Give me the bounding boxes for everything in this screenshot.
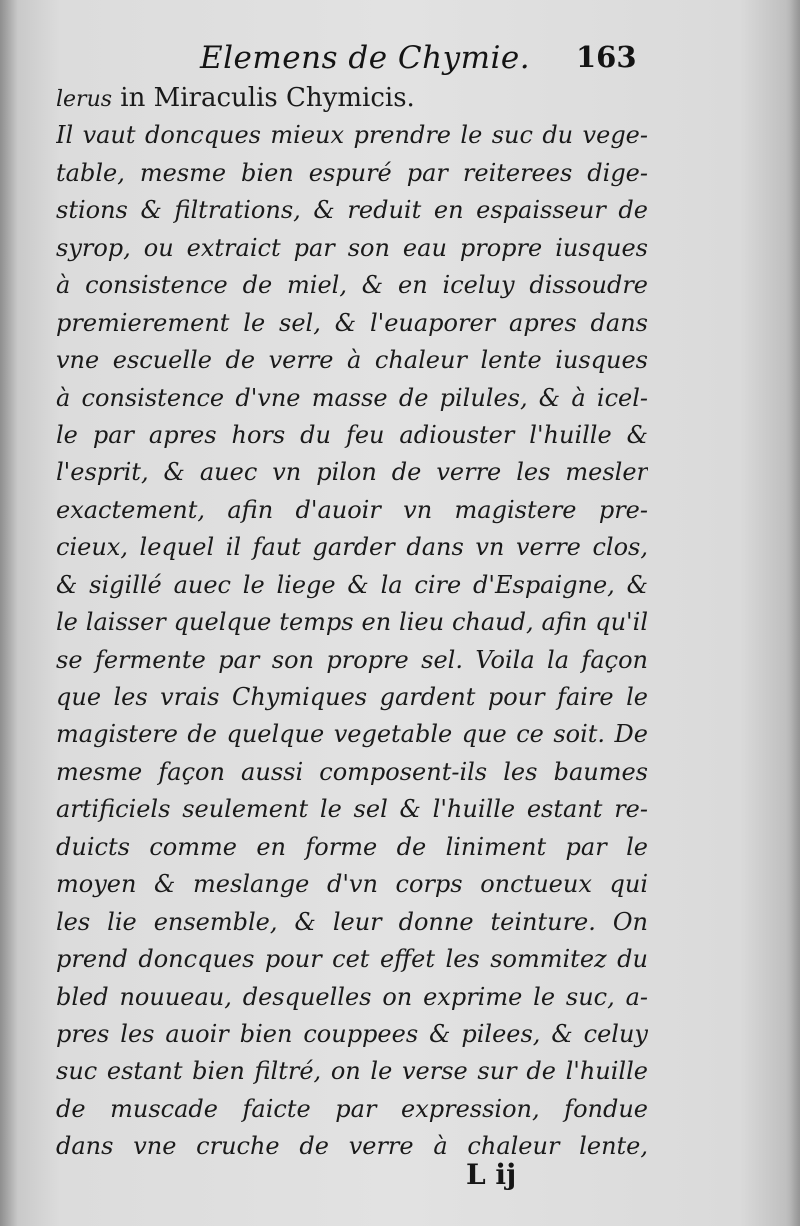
text-line: à consistence d'vne masse de pilules, & à icel-	[56, 383, 648, 412]
text-line: moyen & meslange d'vn corps onctueux qui	[56, 870, 648, 899]
text-line: premierement le sel, & l'euaporer apres dans	[56, 308, 648, 337]
text-line-1-lead: lerus	[56, 87, 113, 112]
text-line: vne escuelle de verre à chaleur lente iusques	[56, 346, 648, 375]
page-edge-shadow	[786, 0, 800, 1226]
text-line: bled nouueau, desquelles on exprime le suc, a-	[56, 982, 648, 1011]
text-line: prend doncques pour cet effet les sommitez du	[56, 945, 648, 974]
text-line: Il vaut doncques mieux prendre le suc du vege-	[56, 121, 648, 150]
signature-mark: L ij	[466, 1158, 517, 1191]
text-line: stions & filtrations, & reduit en espaisseur de	[56, 196, 648, 225]
body-text	[56, 80, 648, 1166]
text-line: suc estant bien filtré, on le verse sur de l'huille	[56, 1057, 648, 1086]
text-line: duicts comme en forme de liniment par le	[56, 832, 648, 861]
text-line: le par apres hors du feu adiouster l'huille &	[56, 420, 648, 449]
text-line: syrop, ou extraict par son eau propre iusques	[56, 233, 648, 262]
text-line: artificiels seulement le sel & l'huille estant re-	[56, 795, 648, 824]
text-line: dans vne cruche de verre à chaleur lente,	[56, 1132, 648, 1161]
text-line: se fermente par son propre sel. Voila la façon	[56, 645, 648, 674]
text-line: de muscade faicte par expression, fondue	[56, 1094, 648, 1123]
text-line-1-rest: in Miraculis Chymicis.	[112, 83, 415, 113]
running-head	[0, 40, 800, 80]
text-line: le laisser quelque temps en lieu chaud, afin qu'il	[56, 608, 648, 637]
text-line: pres les auoir bien couppees & pilees, & celuy	[56, 1019, 648, 1048]
text-line: cieux, lequel il faut garder dans vn verre clos,	[56, 533, 648, 562]
text-line: les lie ensemble, & leur donne teinture. On	[56, 907, 648, 936]
page-number: 163	[576, 40, 637, 74]
text-line-1	[56, 80, 648, 117]
text-line: table, mesme bien espuré par reiterees dige-	[56, 158, 648, 187]
text-line: que les vrais Chymiques gardent pour faire le	[56, 683, 648, 711]
text-line: l'esprit, & auec vn pilon de verre les mesler	[56, 458, 648, 487]
text-line: mesme façon aussi composent-ils les baumes	[56, 757, 648, 786]
text-line: & sigillé auec le liege & la cire d'Espaigne, &	[56, 570, 648, 599]
text-line: à consistence de miel, & en iceluy dissoudre	[56, 271, 648, 300]
text-line: magistere de quelque vegetable que ce soit. De	[56, 720, 648, 749]
running-title: Elemens de Chymie.	[200, 40, 531, 76]
text-line: exactement, afin d'auoir vn magistere pre-	[56, 495, 648, 524]
